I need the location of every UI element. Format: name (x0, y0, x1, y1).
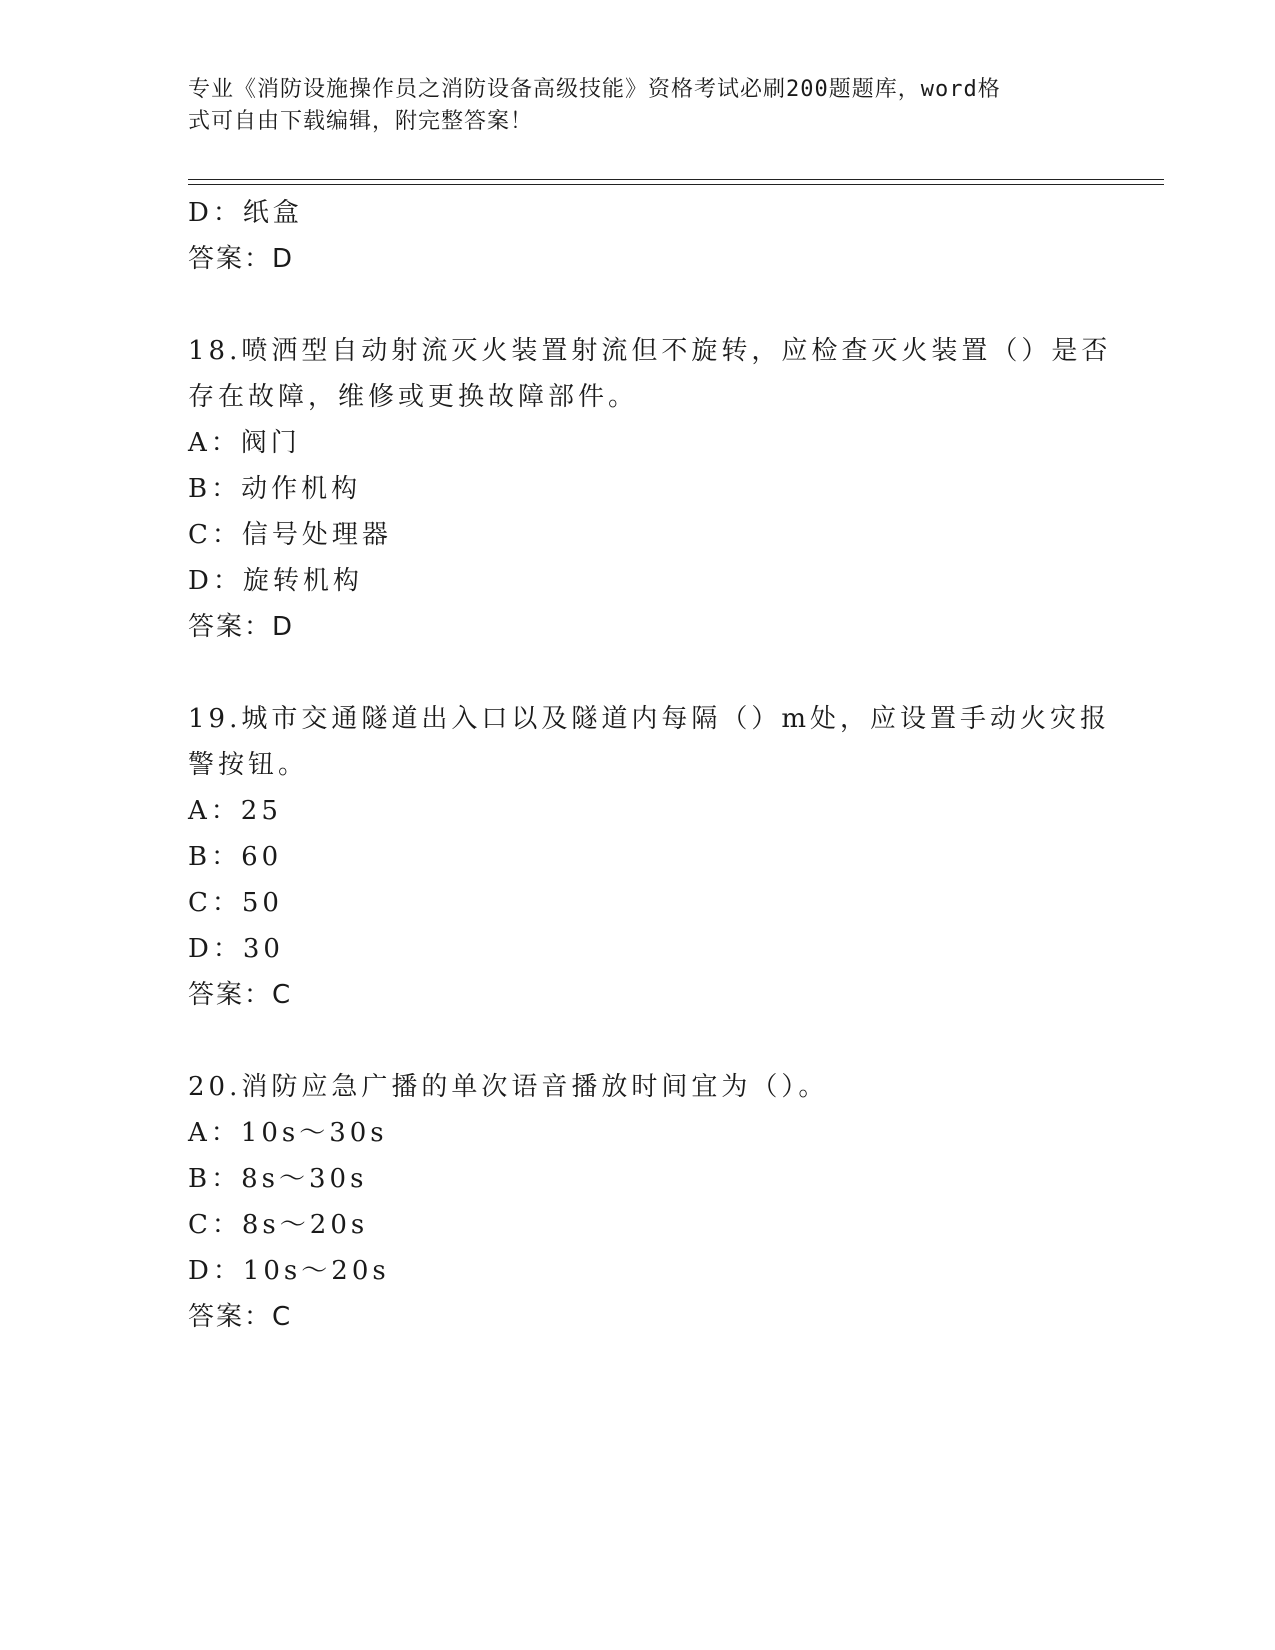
option-c: C：8s～20s (188, 1210, 369, 1240)
option-c: C：50 (188, 888, 283, 918)
option-d: D：30 (188, 934, 284, 964)
option-b: B：8s～30s (188, 1164, 368, 1194)
option-b: B：动作机构 (188, 474, 362, 504)
option-d: D：旋转机构 (188, 566, 363, 596)
answer: 答案：D (188, 612, 295, 642)
option-b: B：60 (188, 842, 283, 872)
option-a: A：25 (188, 796, 282, 826)
header-line-2: 式可自由下载编辑，附完整答案！ (188, 109, 534, 134)
option-d: D：10s～20s (188, 1256, 390, 1286)
spacer (188, 282, 1088, 328)
header-divider-top (188, 179, 1164, 180)
question-text-line-2: 警按钮。 (188, 750, 309, 780)
question-20 (188, 1064, 1088, 1340)
question-text-line-1: 19.城市交通隧道出入口以及隧道内每隔（）m处，应设置手动火灾报 (188, 704, 1111, 734)
question-18 (188, 328, 1112, 650)
spacer (188, 650, 1088, 696)
option-c: C：信号处理器 (188, 520, 392, 550)
answer: 答案：C (188, 1302, 293, 1332)
question-list (188, 190, 1112, 1340)
option-a: A：10s～30s (188, 1118, 388, 1148)
option-a: A：阀门 (188, 428, 301, 458)
prev-option-d: D：纸盒 (188, 198, 303, 228)
header-line-1: 专业《消防设施操作员之消防设备高级技能》资格考试必刷200题题库，word格 (188, 77, 1001, 102)
question-text-line-2: 存在故障，维修或更换故障部件。 (188, 382, 639, 412)
document-header (188, 74, 1068, 138)
spacer (188, 1018, 1088, 1064)
question-text-line-1: 18.喷洒型自动射流灭火装置射流但不旋转，应检查灭火装置（）是否 (188, 336, 1112, 366)
question-19 (188, 696, 1111, 1018)
header-divider-bottom (188, 184, 1164, 185)
question-text-line-1: 20.消防应急广播的单次语音播放时间宜为（）。 (188, 1072, 829, 1102)
answer: 答案：C (188, 980, 293, 1010)
prev-answer: 答案：D (188, 244, 295, 274)
